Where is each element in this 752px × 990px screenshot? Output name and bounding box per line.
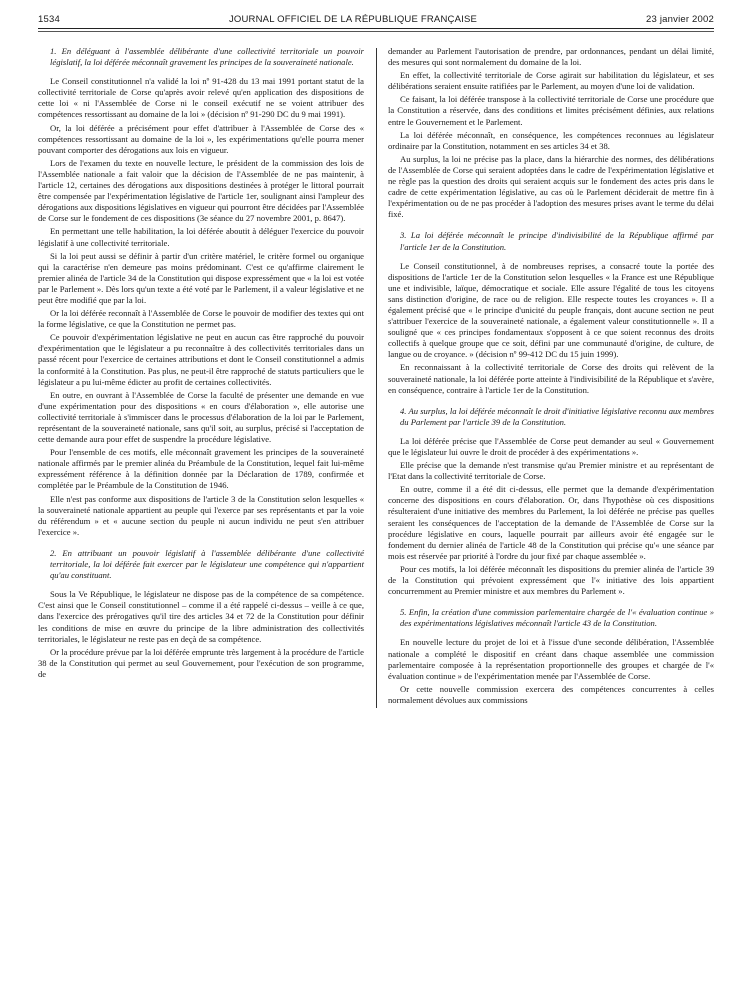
numbered-heading: 4. Au surplus, la loi déférée méconnaît le droit d'initiative législative reconnu aux membres du Parlement par l'article 39 de la Constitution. xyxy=(400,405,714,427)
paragraph: Si la loi peut aussi se définir à partir d'un critère matériel, le critère formel ou organique qui la caractérise n'en demeure pas moins prédominant. C'est ce qu'affirme clairement le premier alinéa de l'article 34 de la Constitution qui dispose expressément que « la loi est votée par le Parlement ». Dès lors qu'un texte a été voté par le Parlement, il a valeur législative et ne peut être modifié que par la loi. xyxy=(38,250,364,305)
right-column xyxy=(388,46,714,708)
paragraph: Elle précise que la demande n'est transmise qu'au Premier ministre et au représentant de l'Etat dans la collectivité territoriale de Corse. xyxy=(388,460,714,482)
paragraph: Lors de l'examen du texte en nouvelle lecture, le président de la commission des lois de l'Assemblée nationale a fait valoir que la décision de l'Assemblée de ne pas maintenir, à l'article 12, certaines des dérogations aux dispositions destinées à protéger le littoral pourrait être compensée par l'expérimentation législative de l'article 1er, soulignant ainsi l'ampleur des dérogations aux dispositions législatives en vigueur qui pourront être décidées par l'Assemblée de Corse sur le fondement de ces dispositions (3e séance du 27 novembre 2001, p. 8647). xyxy=(38,157,364,224)
issue-date: 23 janvier 2002 xyxy=(646,14,714,25)
paragraph: En nouvelle lecture du projet de loi et à l'issue d'une seconde délibération, l'Assemblée nationale a complété le dispositif en créant dans chaque assemblée une commission parlementaire composée à la représentation proportionnelle des groupes et chargée de l'« évaluation continue » de l'expérimentation menée par l'Assemblée de Corse. xyxy=(388,637,714,681)
paragraph: Le Conseil constitutionnel, à de nombreuses reprises, a consacré toute la portée des dispositions de l'article 1er de la Constitution selon lesquelles « la France est une République une et indivisible, laïque, démocratique et sociale. Elle assure l'égalité de tous les citoyens sans distinction d'origine, de race ou de religion. Elle respecte toutes les croyances ». Il a également précisé que « le principe d'unicité du peuple français, dont aucune section ne peut s'attribuer l'exercice de la souveraineté nationale, a également valeur constitutionnelle ». Il a souligné que « ces principes fondamentaux s'opposent à ce que soient reconnus des droits collectifs à quelque groupe que ce soit, défini par une communauté d'origine, de culture, de langue ou de croyance. » (décision nº 99-412 DC du 15 juin 1999). xyxy=(388,260,714,360)
paragraph: Pour ces motifs, la loi déférée méconnaît les dispositions du premier alinéa de l'article 39 de la Constitution qui prévoient expressément que l'« initiative des lois appartient concurremment au Premier ministre et aux membres du Parlement ». xyxy=(388,563,714,597)
paragraph: Sous la Ve République, le législateur ne dispose pas de la compétence de sa compétence. C'est ainsi que le Conseil constitutionnel – comme il a été rappelé ci-dessus – veille à ce que, dans l'exercice des prérogatives qu'il tire des articles 34 et 72 de la Constitution pour définir les conditions de mise en œuvre du principe de la libre administration des collectivités territoriales, le législateur ne reste pas en deçà de sa compétence. xyxy=(38,589,364,644)
paragraph: Au surplus, la loi ne précise pas la place, dans la hiérarchie des normes, des délibérations de l'Assemblée de Corse qui seraient adoptées dans le cadre de l'expérimentation législative et ne règle pas la question des droits qui seraient acquis sur le fondement des actes pris dans le cadre de cette expérimentation législative, au cas où le Parlement déciderait de mettre fin à l'expérimentation ou de ne pas procéder à l'adoption des mesures prises avant le terme du délai fixé. xyxy=(388,153,714,220)
numbered-heading: 2. En attribuant un pouvoir législatif à l'assemblée délibérante d'une collectivité territoriale, la loi déférée fait exercer par le législateur une compétence qui n'appartient qu'au constituant. xyxy=(50,547,364,581)
paragraph: En effet, la collectivité territoriale de Corse agirait sur habilitation du législateur, et ses délibérations seraient ensuite ratifiées par le Parlement, au moyen d'une loi de validation. xyxy=(388,70,714,92)
paragraph: En outre, comme il a été dit ci-dessus, elle permet que la demande d'expérimentation concerne des dispositions en cours d'élaboration. Or, dans l'hypothèse où ces dispositions résulteraient d'une initiative des membres du Parlement, la loi déférée ne précise pas quelles seraient les conséquences de l'acceptation de la demande de l'Assemblée de Corse sur la procédure législative en cours, laquelle pourrait par ailleurs avoir été engagée sur le fondement du dernier alinéa de l'article 48 de la Constitution qui précise qu'« une séance par mois est réservée par priorité à l'ordre du jour fixé par chaque assemblée ». xyxy=(388,484,714,561)
paragraph-continued: demander au Parlement l'autorisation de prendre, par ordonnances, pendant un délai limité, des mesures qui sont normalement du domaine de la loi. xyxy=(388,46,714,68)
left-column xyxy=(38,46,364,708)
journal-title: JOURNAL OFFICIEL DE LA RÉPUBLIQUE FRANÇAISE xyxy=(228,14,478,25)
paragraph: Or cette nouvelle commission exercera des compétences concurrentes à celles normalement dévolues aux commissions xyxy=(388,683,714,705)
column-divider xyxy=(376,48,377,708)
numbered-heading: 5. Enfin, la création d'une commission parlementaire chargée de l'« évaluation continue » des expérimentations législatives méconnaît l'article 43 de la Constitution. xyxy=(400,607,714,629)
paragraph: En outre, en ouvrant à l'Assemblée de Corse la faculté de présenter une demande en vue d'une expérimentation pour des dispositions « en cours d'élaboration », elle autorise une collectivité territoriale à s'immiscer dans le processus d'élaboration de la loi par le Parlement, représentant de la souveraineté nationale, sans qu'il soit, au surplus, précisé si l'acceptation de cette demande aura pour effet de suspendre la procédure législative. xyxy=(38,389,364,445)
numbered-heading: 1. En déléguant à l'assemblée délibérante d'une collectivité territoriale un pouvoir législatif, la loi déférée méconnaît gravement les principes de la souveraineté nationale. xyxy=(50,46,364,68)
paragraph: Or la procédure prévue par la loi déférée emprunte très largement à la procédure de l'article 38 de la Constitution qui permet au seul Gouvernement, pour l'exécution de son programme, de xyxy=(38,646,364,679)
numbered-heading: 3. La loi déférée méconnaît le principe d'indivisibilité de la République affirmé par l'article 1er de la Constitution. xyxy=(400,230,714,252)
paragraph: La loi déférée précise que l'Assemblée de Corse peut demander au seul « Gouvernement que le législateur lui ouvre le droit de procéder à des expérimentations ». xyxy=(388,435,714,457)
paragraph: Ce faisant, la loi déférée transpose à la collectivité territoriale de Corse une procédure que la Constitution a réservée, dans des conditions et limites précisément définies, aux relations entre le Gouvernement et le Parlement. xyxy=(388,94,714,127)
header-rule-thin xyxy=(38,31,714,32)
text-columns xyxy=(38,46,714,708)
paragraph: En permettant une telle habilitation, la loi déférée aboutit à déléguer l'exercice du pouvoir législatif à une collectivité territoriale. xyxy=(38,226,364,248)
paragraph: En reconnaissant à la collectivité territoriale de Corse des droits qui relèvent de la souveraineté nationale, la loi déférée porte atteinte à l'indivisibilité de la République et s'avère, en conséquence, contraire à l'article 1er de la Constitution. xyxy=(388,362,714,395)
paragraph: Pour l'ensemble de ces motifs, elle méconnaît gravement les principes de la souveraineté nationale affirmés par le premier alinéa du Préambule de la Constitution, lequel fait lui-même expressément référence à la définition donnée par la Déclaration de 1789, confirmée et complétée par le Préambule de la Constitution de 1946. xyxy=(38,447,364,491)
paragraph: Ce pouvoir d'expérimentation législative ne peut en aucun cas être rapproché du pouvoir d'expérimentation que le législateur a pu reconnaître à des collectivités territoriales dans un passé récent pour l'exercice de certaines attributions et dont le Conseil constitutionnel a admis la conformité à la Constitution. Pas plus, ne peut-il être rapproché de statuts particuliers que le législateur a pu lui-même édicter au profit de certaines collectivités. xyxy=(38,332,364,387)
paragraph: Or la loi déférée reconnaît à l'Assemblée de Corse le pouvoir de modifier des textes qui ont la forme législative, ce que la Constitution ne permet pas. xyxy=(38,308,364,330)
paragraph: Or, la loi déférée a précisément pour effet d'attribuer à l'Assemblée de Corse des « compétences ressortissant au domaine de la loi », les expérimentations qu'elle pourra mener pouvant comporter des dérogations aux lois en vigueur. xyxy=(38,122,364,155)
page-header xyxy=(38,14,714,28)
page-number: 1534 xyxy=(38,14,60,25)
paragraph: Elle n'est pas conforme aux dispositions de l'article 3 de la Constitution selon lesquelles « la souveraineté nationale appartient au peuple qui l'exerce par ses représentants et par la voie du référendum » et « aucune section du peuple ni aucun individu ne peut s'en attribuer l'exercice ». xyxy=(38,493,364,537)
header-rule xyxy=(38,28,714,29)
paragraph: Le Conseil constitutionnel n'a validé la loi nº 91-428 du 13 mai 1991 portant statut de la collectivité territoriale de Corse qu'après avoir relevé qu'en application des dispositions de cette loi « ni l'Assemblée de Corse ni le conseil exécutif ne se voient attribuer des compétences ressortissant au domaine de la loi » (décision nº 91-290 DC du 9 mai 1991). xyxy=(38,76,364,120)
paragraph: La loi déférée méconnaît, en conséquence, les compétences reconnues au législateur ordinaire par la Constitution, notamment en ses articles 34 et 38. xyxy=(388,129,714,151)
